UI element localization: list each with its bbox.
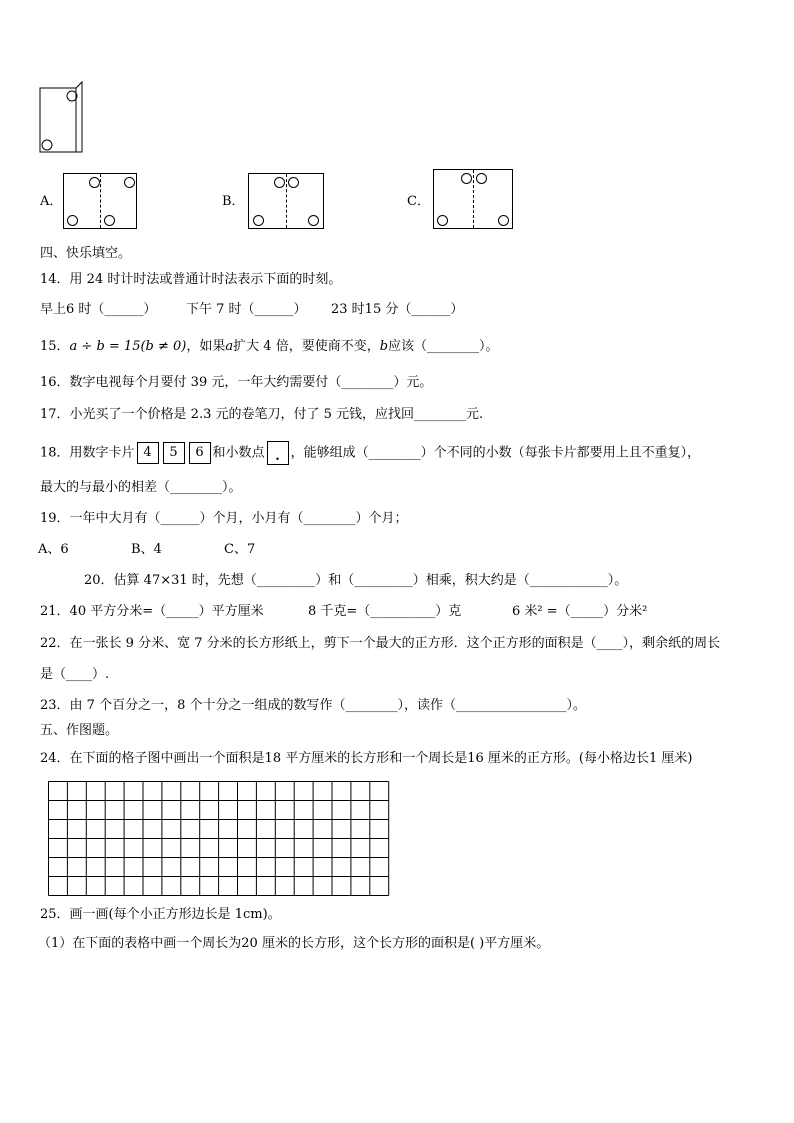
- question-25: 25．画一画(每个小正方形边长是 1cm)。: [40, 907, 281, 922]
- question-19: 19．一年中大月有（______）个月，小月有（________）个月；: [40, 511, 408, 526]
- question-15: [40, 338, 499, 356]
- grid-lines: [49, 782, 389, 896]
- fold-line: [100, 174, 101, 228]
- q14-item-2: 下午 7 时（______）: [186, 302, 307, 317]
- option-c-paper: [433, 169, 513, 229]
- q18-prefix: 18．用数字卡片: [40, 445, 135, 461]
- option-a-label: A．: [40, 194, 63, 209]
- hole-icon: [104, 215, 115, 226]
- drawing-grid[interactable]: [48, 781, 390, 897]
- question-17: 17．小光买了一个价格是 2.3 元的卷笔刀，付了 5 元钱，应找回________元.: [40, 407, 484, 422]
- q18-suffix: ，能够组成（________）个不同的小数（每张卡片都要用上且不重复），: [290, 445, 701, 461]
- option-b-paper: [248, 173, 324, 229]
- hole-icon: [274, 177, 285, 188]
- question-25-part-1: （1）在下面的表格中画一个周长为20 厘米的长方形，这个长方形的面积是( )平方厘米。: [38, 936, 550, 951]
- q15-var-a: a: [225, 339, 234, 354]
- digit-card: 4: [137, 442, 159, 464]
- section-five-title: 五、作图题。: [40, 723, 119, 738]
- q21-item-1: 21．40 平方分米=（_____）平方厘米: [40, 604, 264, 619]
- q21-item-2: 8 千克=（__________）克: [308, 604, 462, 619]
- hole-icon: [288, 177, 299, 188]
- question-22: 22．在一张长 9 分米、宽 7 分米的长方形纸上，剪下一个最大的正方形．这个正方形的面积是（____），剩余纸的周长: [40, 636, 721, 651]
- hole-icon: [89, 177, 100, 188]
- q15-formula: a ÷ b = 15(b ≠ 0): [69, 339, 187, 354]
- q15-text-c: 应该（________）。: [388, 339, 499, 354]
- option-b-label: B．: [222, 194, 245, 209]
- question-18-line2: 最大的与最小的相差（________）。: [40, 480, 242, 495]
- q14-item-1: 早上6 时（______）: [40, 302, 157, 317]
- hole-icon: [124, 177, 135, 188]
- q15-var-b: b: [379, 339, 389, 354]
- question-23: 23．由 7 个百分之一，8 个十分之一组成的数写作（________），读作（_________________）。: [40, 698, 586, 713]
- folded-paper-figure: [38, 80, 84, 155]
- hole-icon: [437, 215, 448, 226]
- decimal-point-card: .: [267, 441, 289, 465]
- section-four-title: 四、快乐填空。: [40, 246, 132, 261]
- question-22-line2: 是（____）.: [40, 667, 110, 682]
- fold-line: [286, 174, 287, 228]
- hole-icon: [476, 173, 487, 184]
- question-24: 24．在下面的格子图中画出一个面积是18 平方厘米的长方形和一个周长是16 厘米的正方形。(每小格边长1 厘米): [40, 751, 693, 766]
- digit-card: 5: [163, 442, 185, 464]
- q18-middle: 和小数点: [212, 445, 265, 461]
- q19-choice-b: B、4: [131, 542, 162, 557]
- q19-choice-c: C、7: [224, 542, 256, 557]
- fold-line: [473, 170, 474, 228]
- q19-choice-a: A、6: [38, 542, 69, 557]
- hole-icon: [498, 215, 509, 226]
- hole-icon: [67, 215, 78, 226]
- question-16: 16．数字电视每个月要付 39 元，一年大约需要付（________）元。: [40, 375, 433, 390]
- digit-card: 6: [189, 442, 211, 464]
- q15-number: 15．: [40, 339, 70, 354]
- q15-text-b: 扩大 4 倍，要使商不变，: [233, 339, 380, 354]
- hole-icon: [308, 215, 319, 226]
- question-20: 20．估算 47×31 时，先想（_________）和（_________）相乘，积大约是（____________）。: [84, 573, 628, 588]
- option-c-label: C．: [407, 194, 430, 209]
- hole-icon: [461, 173, 472, 184]
- option-a-paper: [63, 173, 137, 229]
- folded-paper-drawing: [38, 80, 84, 155]
- q21-item-3: 6 米² =（_____）分米²: [512, 604, 648, 619]
- q15-text-a: ，如果: [186, 339, 226, 354]
- question-14: 14．用 24 时计时法或普通计时法表示下面的时刻。: [40, 272, 342, 287]
- question-18: [40, 441, 700, 465]
- hole-icon: [253, 215, 264, 226]
- q14-item-3: 23 时15 分（______）: [331, 302, 464, 317]
